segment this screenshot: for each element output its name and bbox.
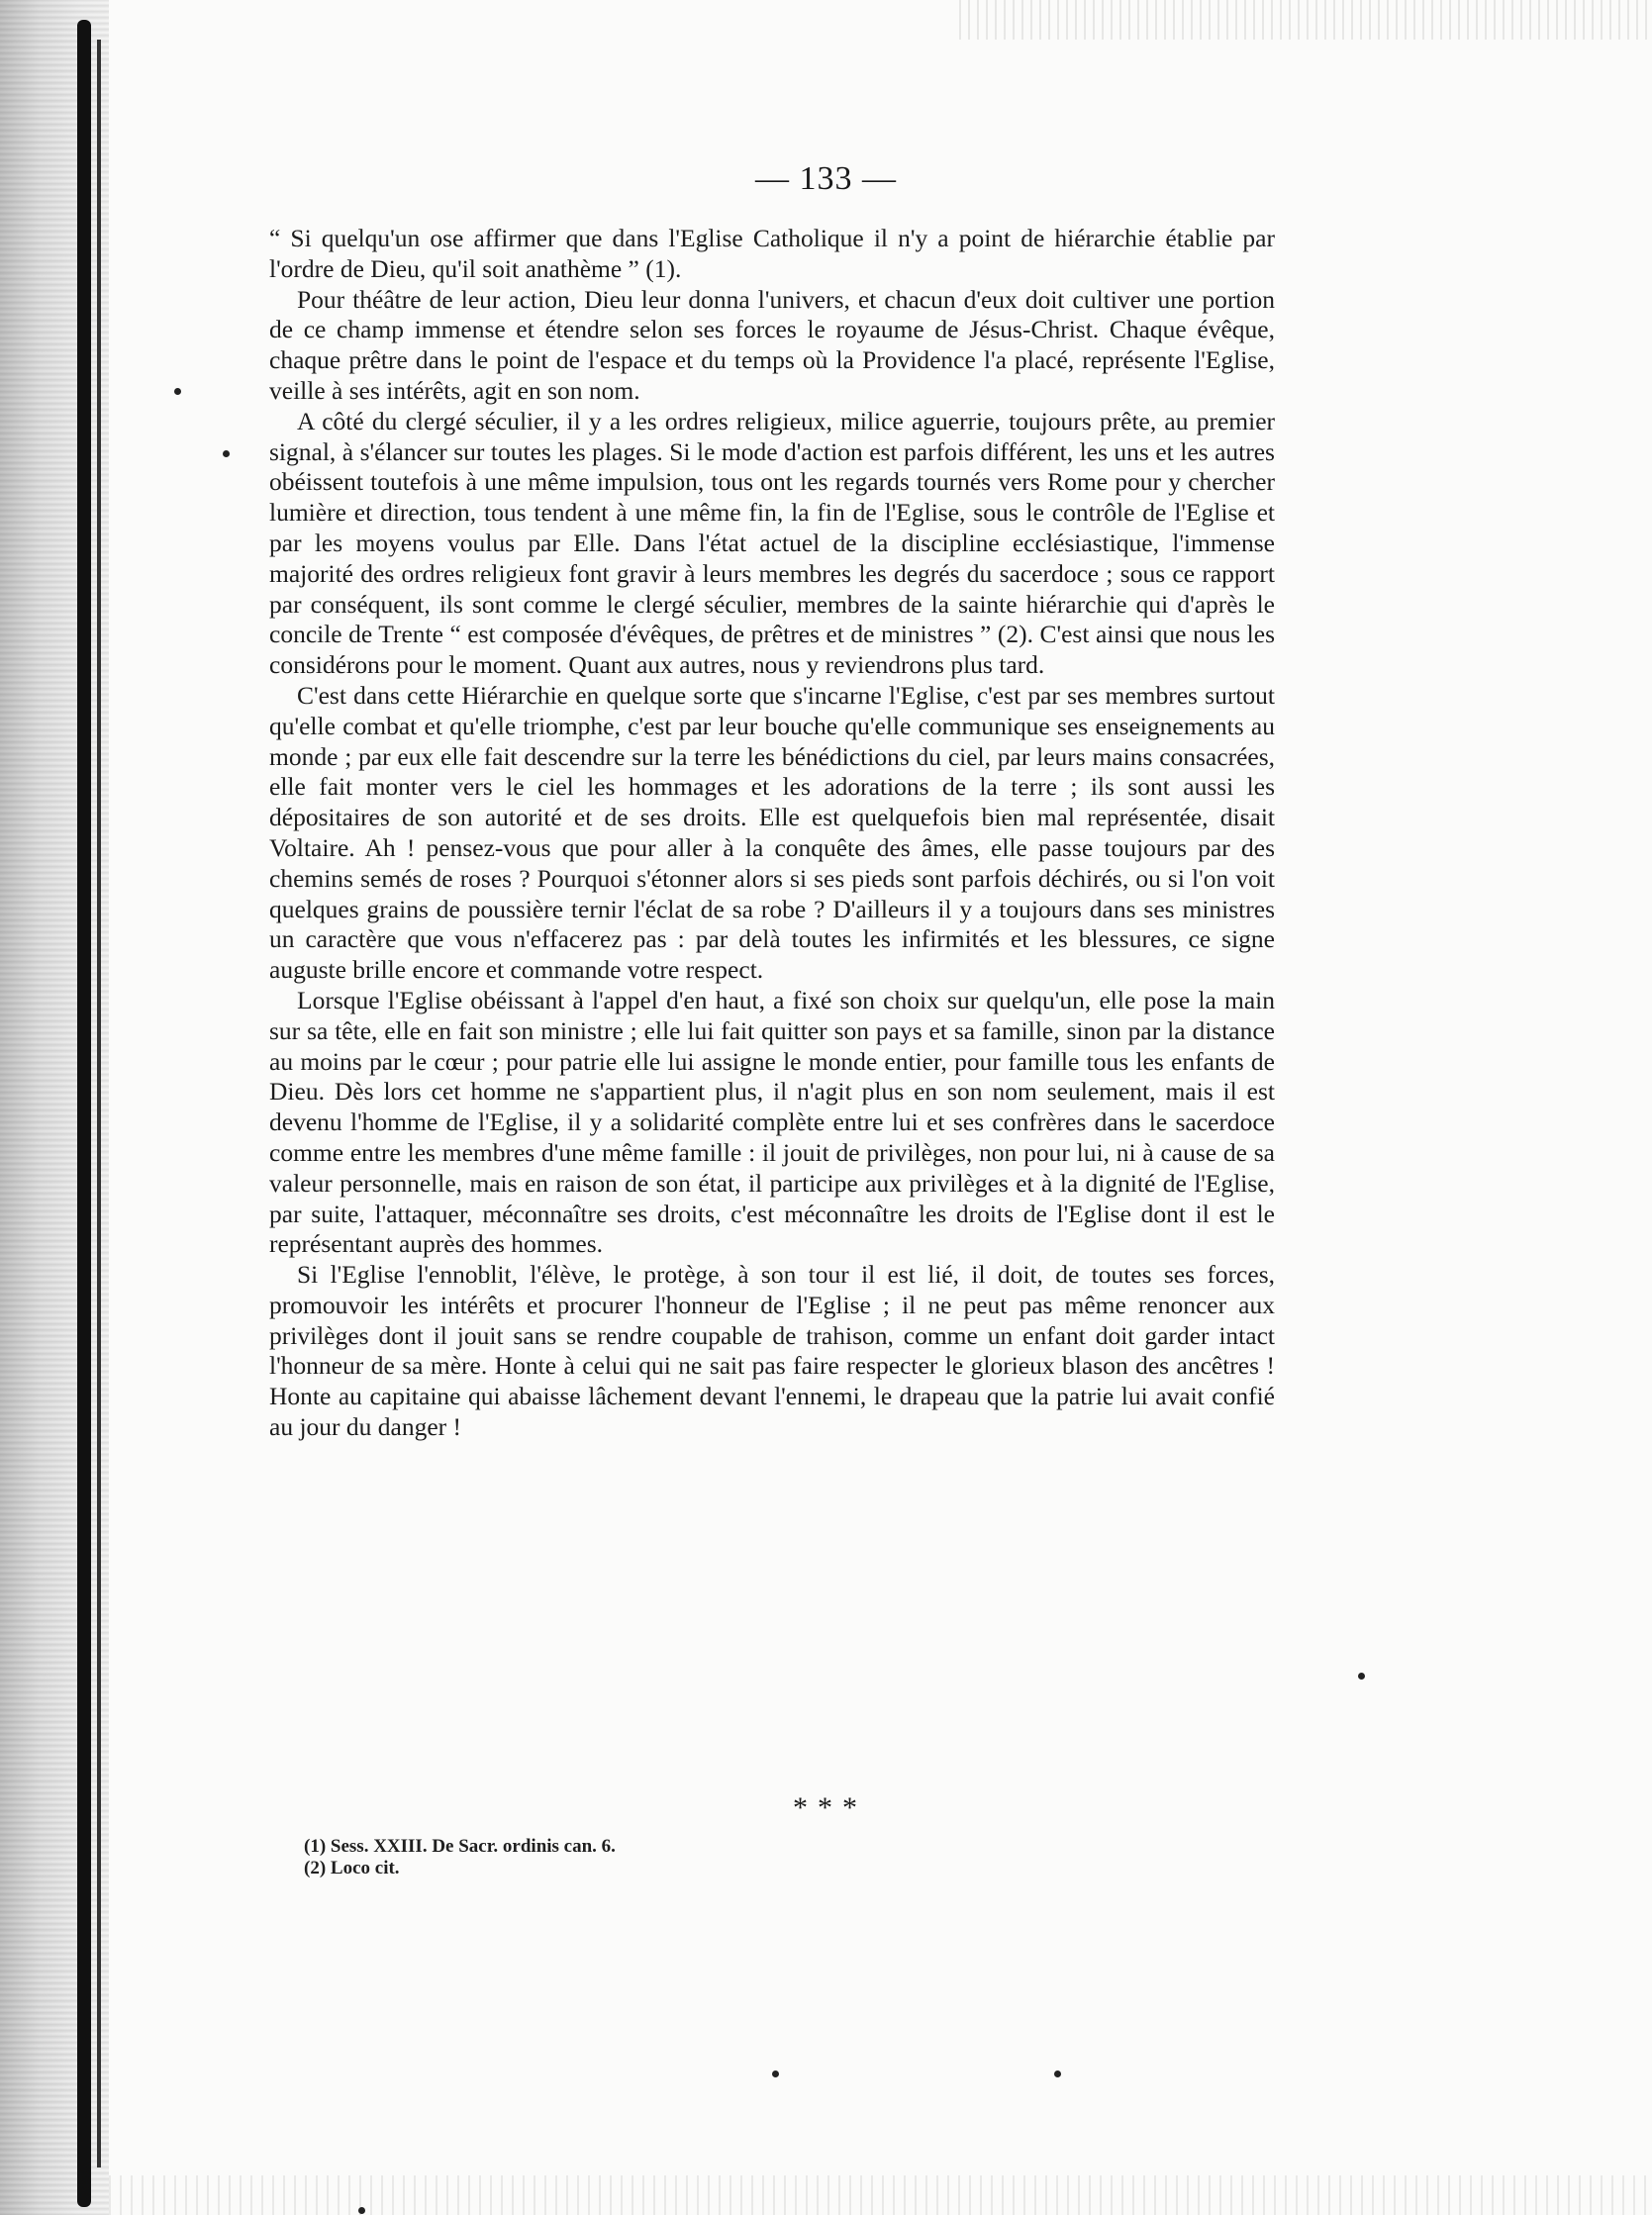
paragraph-5: Lorsque l'Eglise obéissant à l'appel d'en haut, a fixé son choix sur quelqu'un, elle pose la main sur sa tête, elle en fait son ministre ; elle lui fait quitter son pays et sa famille, sinon par la distance au moins par le cœur ; pour patrie elle lui assigne le monde entier, pour famille tous les enfants de Dieu. Dès lors cet homme ne s'appartient plus, il n'agit plus en son nom seulement, mais il est devenu l'homme de l'Eglise, il y a solidarité complète entre lui et ses confrères dans le sacerdoce comme entre les membres d'une même famille : il jouit de privilèges, non pour lui, ni à cause de sa valeur personnelle, mais en raison de son état, il participe aux privilèges et à la dignité de l'Eglise, par suite, l'attaquer, méconnaître ses droits, c'est méconnaître les droits de l'Eglise dont il est le représentant auprès des hommes. bbox=[269, 985, 1275, 1259]
scan-noise-top bbox=[959, 0, 1652, 40]
scan-speck bbox=[1054, 2071, 1061, 2077]
footnotes bbox=[304, 1836, 616, 1879]
paragraph-3: A côté du clergé séculier, il y a les ordres religieux, milice aguerrie, toujours prête, au premier signal, à s'élancer sur toutes les plages. Si le mode d'action est parfois différent, les uns et les autres obéissent toutefois à une même impulsion, tous ont les regards tournés vers Rome pour y chercher lumière et direction, tous tendent à une même fin, la fin de l'Eglise, sous le contrôle de l'Eglise et par les moyens voulus par Elle. Dans l'état actuel de la discipline ecclésiastique, l'immense majorité des ordres religieux font gravir à leurs membres les degrés du sacerdoce ; sous ce rapport par conséquent, ils sont comme le clergé séculier, membres de la sainte hiérarchie qui d'après le concile de Trente “ est composée d'évêques, de prêtres et de ministres ” (2). C'est ainsi que nous les considérons pour le moment. Quant aux autres, nous y reviendrons plus tard. bbox=[269, 406, 1275, 680]
scan-speck bbox=[358, 2207, 365, 2214]
scan-noise-bottom bbox=[109, 2175, 1652, 2215]
scan-speck bbox=[223, 450, 230, 457]
footnote-1: (1) Sess. XXIII. De Sacr. ordinis can. 6. bbox=[304, 1836, 616, 1857]
page-number: — 133 — bbox=[755, 160, 897, 197]
binding-shadow-bar bbox=[77, 20, 91, 2207]
binding-shadow-line bbox=[97, 40, 101, 2167]
paragraph-6: Si l'Eglise l'ennoblit, l'élève, le protège, à son tour il est lié, il doit, de toutes ses forces, promouvoir les intérêts et procurer l'honneur de l'Eglise ; il ne peut pas même renoncer aux privilèges dont il jouit sans se rendre coupable de trahison, comme un enfant doit garder intact l'honneur de sa mère. Honte à celui qui ne sait pas faire respecter le glorieux blason des ancêtres ! Honte au capitaine qui abaisse lâchement devant l'ennemi, le drapeau que la patrie lui avait confié au jour du danger ! bbox=[269, 1260, 1275, 1442]
footnote-2: (2) Loco cit. bbox=[304, 1858, 400, 1878]
paragraph-4: C'est dans cette Hiérarchie en quelque sorte que s'incarne l'Eglise, c'est par ses membres surtout qu'elle combat et qu'elle triomphe, c'est par leur bouche qu'elle communique ses enseignements au monde ; par eux elle fait descendre sur la terre les bénédictions du ciel, par leurs mains consacrées, elle fait monter vers le ciel les hommages et les adorations de la terre ; ils sont aussi les dépositaires de son autorité et de ses droits. Elle est quelquefois bien mal représentée, disait Voltaire. Ah ! pensez-vous que pour aller à la conquête des âmes, elle passe toujours par des chemins semés de roses ? Pourquoi s'étonner alors si ses pieds sont parfois déchirés, ou si l'on voit quelques grains de poussière ternir l'éclat de sa robe ? D'ailleurs il y a toujours dans ses ministres un caractère que vous n'effacerez pas : par delà toutes les infirmités et les blessures, ce signe auguste brille encore et commande votre respect. bbox=[269, 680, 1275, 985]
page-binding-edge bbox=[0, 0, 109, 2215]
scan-speck bbox=[174, 388, 181, 395]
scan-speck bbox=[772, 2071, 779, 2077]
body-text bbox=[269, 224, 1275, 1443]
paragraph-2: Pour théâtre de leur action, Dieu leur donna l'univers, et chacun d'eux doit cultiver une portion de ce champ immense et étendre selon ses forces le royaume de Jésus-Christ. Chaque évêque, chaque prêtre dans le point de l'espace et du temps où la Providence l'a placé, représente l'Eglise, veille à ses intérêts, agit en son nom. bbox=[269, 284, 1275, 405]
section-separator: * * * bbox=[792, 1791, 859, 1824]
paragraph-1: “ Si quelqu'un ose affirmer que dans l'Eglise Catholique il n'y a point de hiérarchie établie par l'ordre de Dieu, qu'il soit anathème ” (1). bbox=[269, 224, 1275, 283]
scan-speck bbox=[1358, 1673, 1365, 1680]
